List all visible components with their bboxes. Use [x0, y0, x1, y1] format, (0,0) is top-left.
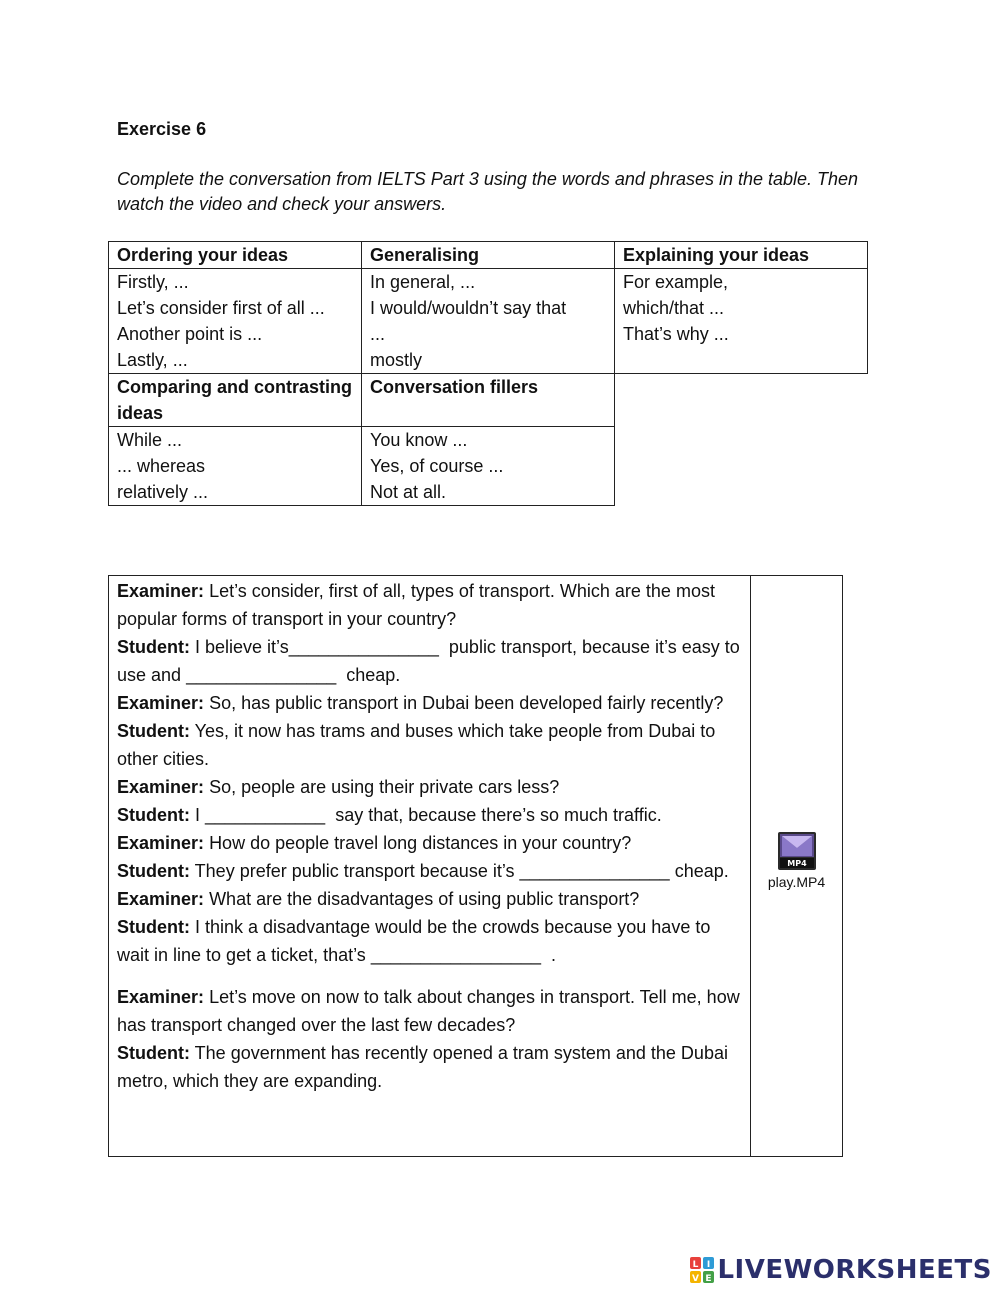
- exercise-instruction: Complete the conversation from IELTS Part 3 using the words and phrases in the table. Then watch the video and check your answers.: [117, 169, 859, 214]
- speaker-examiner: Examiner:: [117, 581, 205, 601]
- phrase-item: You know ...: [370, 430, 468, 450]
- liveworksheets-mark-icon: [690, 1257, 714, 1283]
- phrase-item: In general, ...: [370, 272, 476, 292]
- phrase-item: Not at all.: [370, 482, 447, 502]
- conversation-box: [108, 575, 843, 1157]
- speaker-student: Student:: [117, 917, 190, 937]
- phrase-item: ...: [370, 324, 386, 344]
- speaker-student: Student:: [117, 861, 190, 881]
- cell-ordering-items: [109, 269, 362, 374]
- phrase-item: Let’s consider first of all ...: [117, 298, 325, 318]
- answer-blank-4[interactable]: _______________: [519, 861, 670, 881]
- header-explaining: Explaining your ideas: [615, 242, 868, 269]
- conversation-line: Student: I think a disadvantage would be the crowds because you have to wait in line to get a ticket, that’s _________________ .: [117, 917, 711, 965]
- answer-blank-2[interactable]: _______________: [186, 665, 337, 685]
- cell-comparing-items: [109, 427, 362, 506]
- conversation-line: Student: I believe it’s_______________ public transport, because it’s easy to use and _______________ cheap.: [117, 637, 740, 685]
- answer-blank-3[interactable]: ____________: [205, 805, 326, 825]
- phrase-item: Lastly, ...: [117, 350, 188, 370]
- exercise-title: Exercise 6: [117, 119, 207, 139]
- conversation-line: Examiner: So, has public transport in Dubai been developed fairly recently?: [117, 693, 724, 713]
- speaker-examiner: Examiner:: [117, 889, 205, 909]
- phrase-item: While ...: [117, 430, 183, 450]
- speaker-student: Student:: [117, 637, 190, 657]
- header-ordering: Ordering your ideas: [109, 242, 362, 269]
- cell-generalising-items: [362, 269, 615, 374]
- conversation-line: Examiner: Let’s move on now to talk about changes in transport. Tell me, how has transport changed over the last few decades?: [117, 987, 740, 1035]
- mp4-file-icon[interactable]: [778, 832, 816, 870]
- svg-text:MP4: MP4: [787, 859, 807, 868]
- phrase-item: Yes, of course ...: [370, 456, 504, 476]
- svg-text:V: V: [692, 1274, 700, 1283]
- header-generalising: Generalising: [362, 242, 615, 269]
- svg-text:E: E: [705, 1274, 713, 1283]
- logo-wordmark: LIVEWORKSHEETS: [717, 1255, 992, 1285]
- answer-blank-1[interactable]: _______________: [288, 637, 439, 657]
- conversation-line: Student: They prefer public transport because it’s _______________ cheap.: [117, 861, 729, 881]
- phrase-item: I would/wouldn’t say that: [370, 298, 567, 318]
- phrase-item: For example,: [623, 272, 729, 292]
- conversation-line: Examiner: So, people are using their private cars less?: [117, 777, 560, 797]
- header-fillers: Conversation fillers: [362, 374, 615, 427]
- header-comparing: Comparing and contrasting ideas: [109, 374, 362, 427]
- conversation-line: Examiner: How do people travel long distances in your country?: [117, 833, 632, 853]
- svg-text:I: I: [707, 1260, 711, 1270]
- liveworksheets-logo: [690, 1253, 992, 1287]
- speaker-student: Student:: [117, 805, 190, 825]
- phrases-table: [108, 241, 868, 506]
- conversation-line: Student: I ____________ say that, because there’s so much traffic.: [117, 805, 662, 825]
- speaker-examiner: Examiner:: [117, 833, 205, 853]
- phrase-item: mostly: [370, 350, 423, 370]
- speaker-examiner: Examiner:: [117, 777, 205, 797]
- cell-fillers-items: [362, 427, 615, 506]
- phrase-item: relatively ...: [117, 482, 209, 502]
- conversation-line: Student: The government has recently opened a tram system and the Dubai metro, which they are expanding.: [117, 1043, 728, 1091]
- conversation-line: Examiner: Let’s consider, first of all, types of transport. Which are the most popular forms of transport in your country?: [117, 581, 715, 629]
- phrase-item: Another point is ...: [117, 324, 263, 344]
- cell-explaining-items: [615, 269, 868, 374]
- video-filename[interactable]: play.MP4: [767, 874, 826, 890]
- video-attachment[interactable]: [751, 576, 842, 1156]
- speaker-examiner: Examiner:: [117, 693, 205, 713]
- phrase-item: ... whereas: [117, 456, 206, 476]
- conversation-line: Student: Yes, it now has trams and buses which take people from Dubai to other cities.: [117, 721, 716, 769]
- answer-blank-5[interactable]: _________________: [370, 945, 542, 965]
- conversation-line: Examiner: What are the disadvantages of using public transport?: [117, 889, 640, 909]
- svg-text:L: L: [693, 1260, 699, 1270]
- phrase-item: That’s why ...: [623, 324, 729, 344]
- speaker-examiner: Examiner:: [117, 987, 205, 1007]
- speaker-student: Student:: [117, 721, 190, 741]
- speaker-student: Student:: [117, 1043, 190, 1063]
- phrase-item: Firstly, ...: [117, 272, 189, 292]
- phrase-item: which/that ...: [623, 298, 725, 318]
- conversation-text: [109, 576, 751, 1156]
